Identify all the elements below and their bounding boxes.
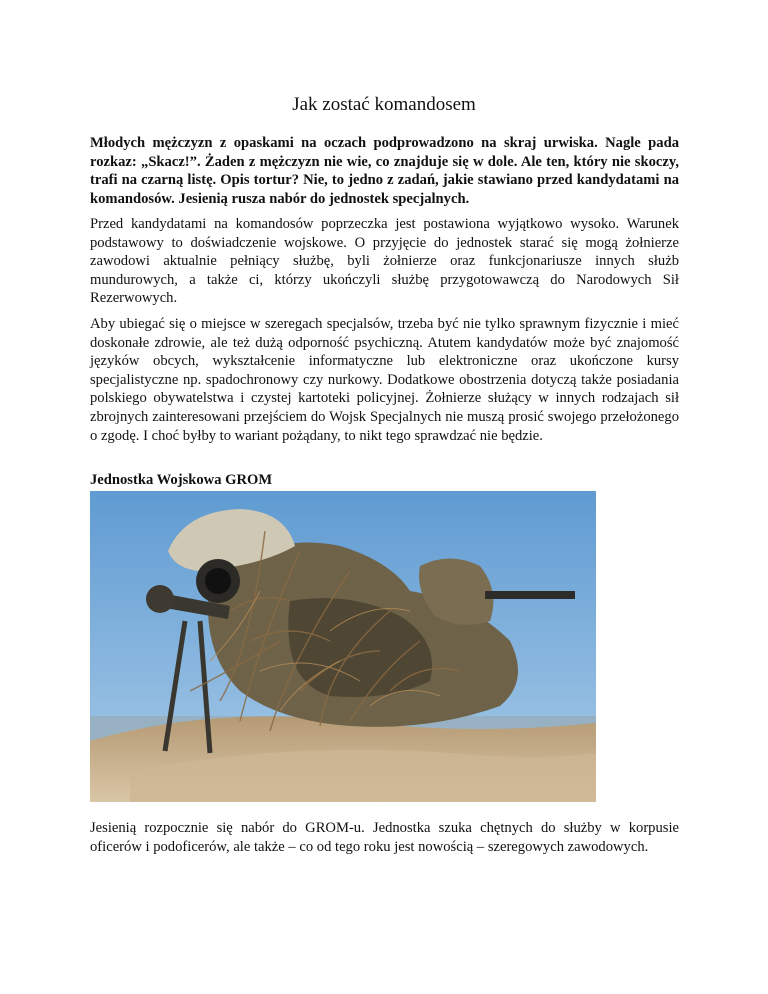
paragraph-recruitment: Jesienią rozpocznie się nabór do GROM-u. Jednostka szuka chętnych do służby w korpusie oficerów i podoficerów, ale także – co od tego roku jest nowością – szeregowych zawodowych. (90, 820, 679, 855)
paragraph-requirements: Przed kandydatami na komandosów poprzeczka jest postawiona wyjątkowo wysoko. Warunek podstawowy to doświadczenie wojskowe. O przyjęcie do jednostek starać się mogą żołnierze zawodowi aktualnie pełniący służbę, byli żołnierze oraz funkcjonariusze innych służb mundurowych, a także ci, którzy ukończyli służbę przygotowawczą do Narodowych Sił Rezerwowych. (90, 216, 679, 307)
section-heading: Jednostka Wojskowa GROM (90, 472, 273, 488)
paragraph-qualifications: Aby ubiegać się o miejsce w szeregach specjalsów, trzeba być nie tylko sprawnym fizycznie i mieć doskonałe zdrowie, ale też dużą odporność psychiczną. Atutem kandydatów może być znajomość języków obcych, wykształcenie informatyczne lub elektroniczne oraz ukończone kursy specjalistyczne np. spadochronowy czy nurkowy. Dodatkowe obostrzenia dotyczą także posiadania polskiego obywatelstwa i czystej kartoteki policyjnej. Żołnierze służący w innych rodzajach sił zbrojnych zainteresowani przejściem do Wojsk Specjalnych nie muszą prosić swojego przełożonego o zgodę. I choć byłby to wariant pożądany, to nikt tego sprawdzać nie będzie. (90, 316, 679, 444)
document-title: Jak zostać komandosem (292, 94, 476, 115)
lead-paragraph: Młodych mężczyzn z opaskami na oczach podprowadzono na skraj urwiska. Nagle pada rozkaz: „Skacz!”. Żaden z mężczyzn nie wie, co znajduje się w dole. Ale ten, który nie skoczy, trafi na czarną listę. Opis tortur? Nie, to jedno z zadań, jakie stawiano przed kandydatami na komandosów. Jesienią rusza nabór do jednostek specjalnych. (90, 135, 679, 207)
soldier-sniper-photo (90, 491, 596, 802)
